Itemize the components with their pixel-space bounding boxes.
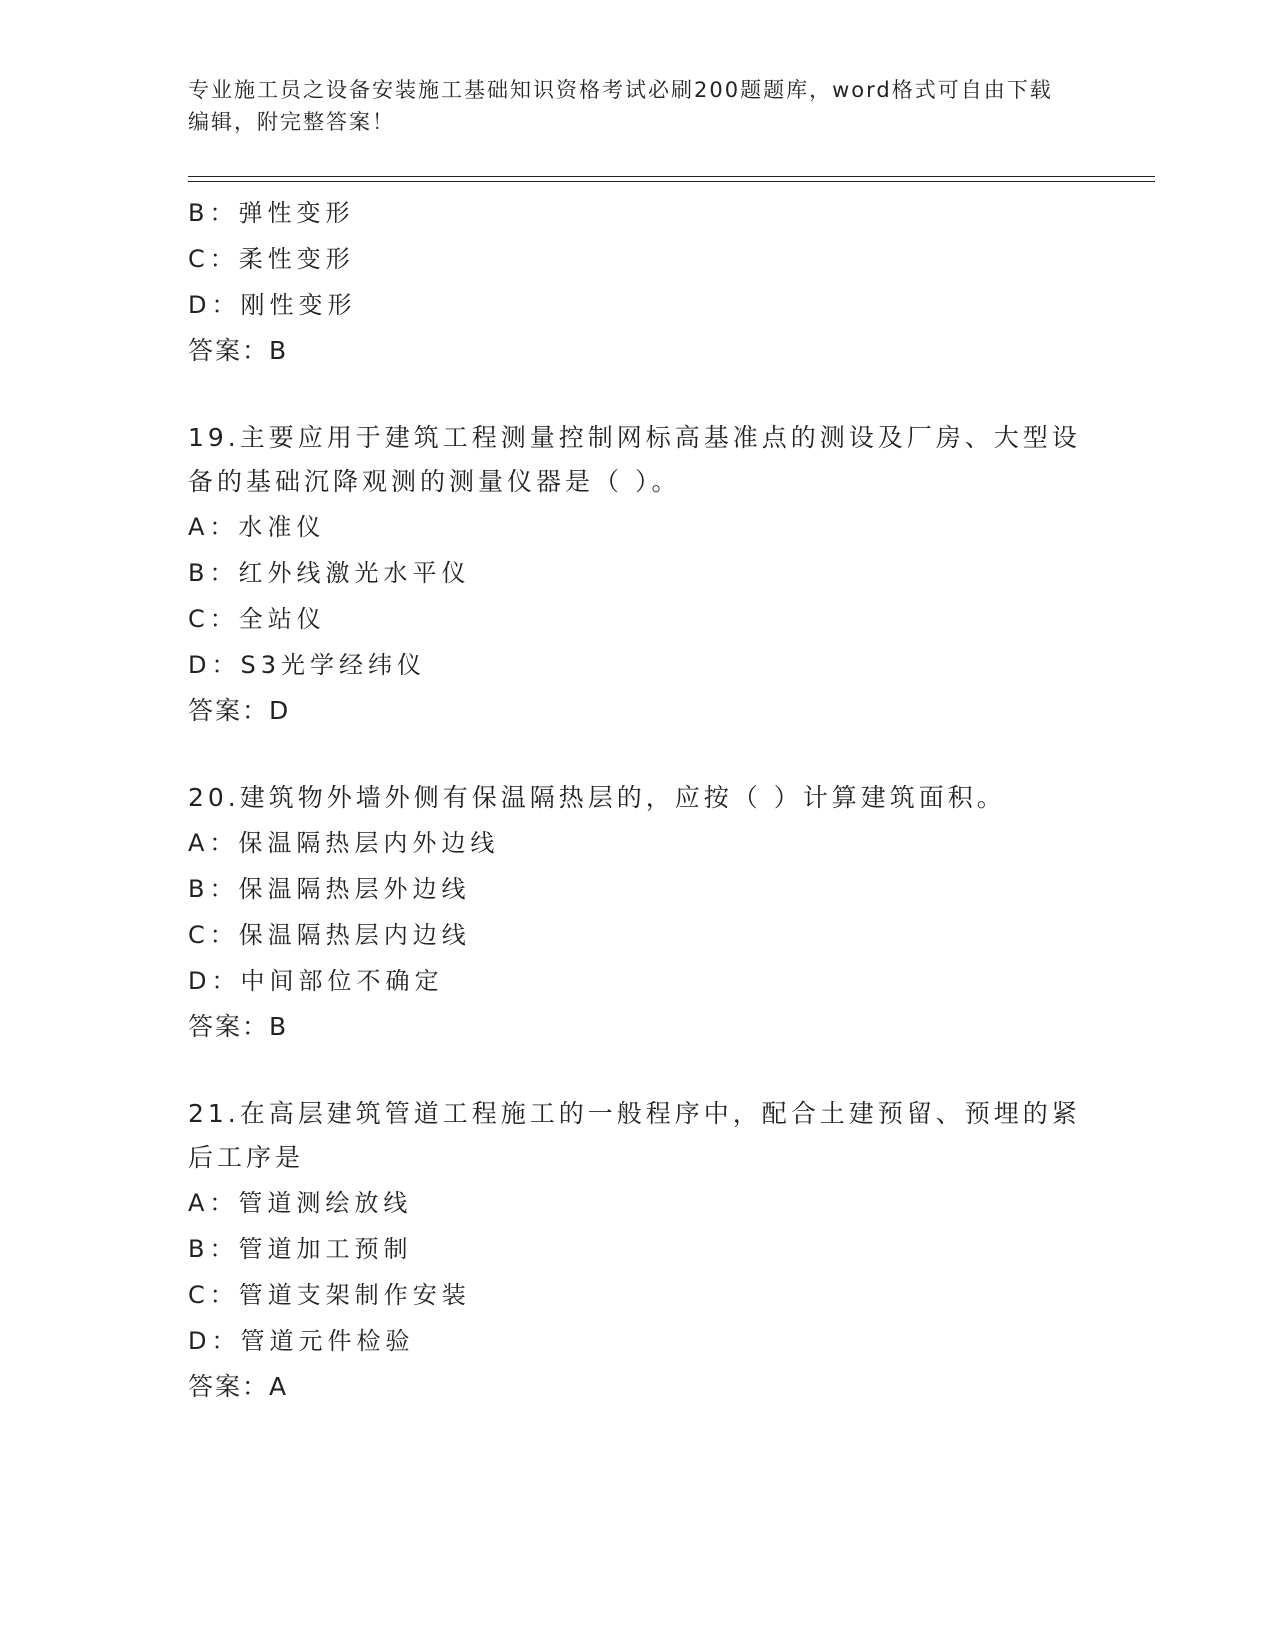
question-text: 21.在高层建筑管道工程施工的一般程序中，配合土建预留、预埋的紧后工序是 — [188, 1099, 1081, 1172]
question-text: 20.建筑物外墙外侧有保温隔热层的，应按（ ）计算建筑面积。 — [188, 783, 1006, 812]
option: B：红外线激光水平仪 — [188, 559, 471, 587]
option: A：保温隔热层内外边线 — [188, 829, 500, 857]
question-content — [188, 190, 1088, 1410]
option: D：中间部位不确定 — [188, 967, 444, 995]
option: C：全站仪 — [188, 605, 326, 633]
option: C：保温隔热层内边线 — [188, 921, 471, 949]
answer: 答案：B — [188, 336, 289, 365]
option: B：管道加工预制 — [188, 1235, 413, 1263]
question-20 — [188, 776, 1088, 1050]
question-text: 19.主要应用于建筑工程测量控制网标高基准点的测设及厂房、大型设备的基础沉降观测的测量仪器是（ ）。 — [188, 423, 1081, 496]
answer: 答案：D — [188, 696, 291, 725]
question-19 — [188, 416, 1088, 734]
header-divider-top — [188, 176, 1155, 177]
option: D：刚性变形 — [188, 291, 357, 319]
option: D：管道元件检验 — [188, 1327, 415, 1355]
option: B：保温隔热层外边线 — [188, 875, 471, 903]
answer: 答案：A — [188, 1372, 289, 1401]
header-divider-bottom — [188, 181, 1155, 182]
option: D：S3光学经纬仪 — [188, 651, 426, 679]
question-21 — [188, 1092, 1088, 1410]
option: B：弹性变形 — [188, 199, 355, 227]
option: C：管道支架制作安装 — [188, 1281, 471, 1309]
option: A：管道测绘放线 — [188, 1189, 413, 1217]
document-header: 专业施工员之设备安装施工基础知识资格考试必刷200题题库，word格式可自由下载编辑，附完整答案！ — [188, 78, 1053, 134]
option: C：柔性变形 — [188, 245, 355, 273]
partial-question — [188, 190, 1088, 374]
answer: 答案：B — [188, 1012, 289, 1041]
option: A：水准仪 — [188, 513, 326, 541]
